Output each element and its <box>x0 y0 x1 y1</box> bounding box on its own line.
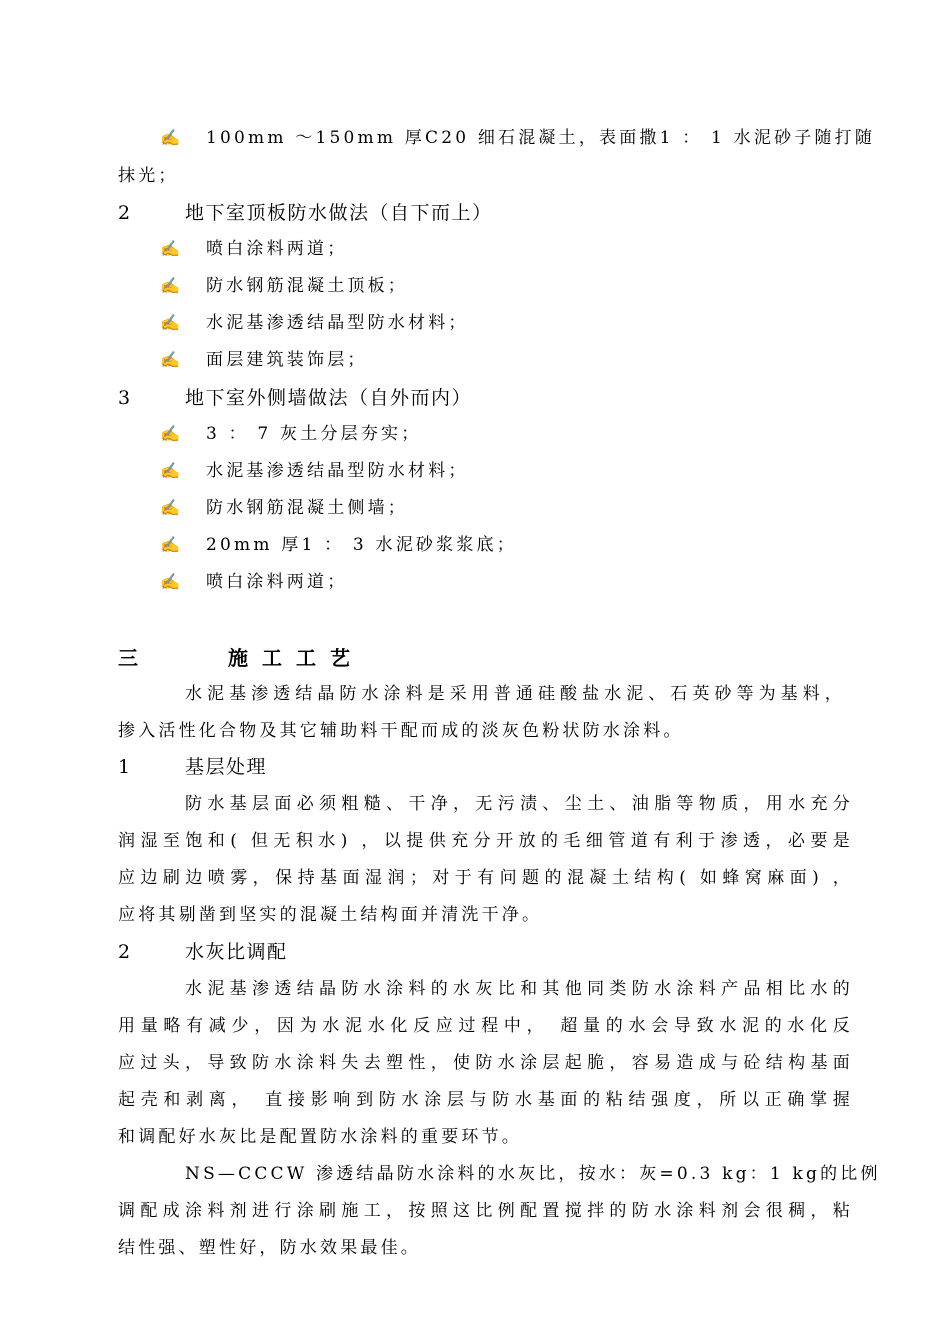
section-heading: 地下室外侧墙做法（自外而内） <box>185 387 473 409</box>
list-item: 防水钢筋混凝土侧墙； <box>206 498 408 518</box>
list-item: 3 ： 7 灰土分层夯实； <box>206 424 422 444</box>
chapter-number: 三 <box>118 646 138 670</box>
paragraph-line: 防水基层面必须粗糙、干净，无污渍、尘土、油脂等物质，用水充分 <box>185 794 853 814</box>
paragraph-line: 水泥基渗透结晶防水涂料的水灰比和其他同类防水涂料产品相比水的 <box>185 979 853 999</box>
subsection-number: 1 <box>118 756 131 778</box>
pen-bullet-icon: ✍ <box>160 313 180 332</box>
pen-bullet-icon: ✍ <box>160 535 180 554</box>
list-item: 20mm 厚1 ： 3 水泥砂浆浆底； <box>206 535 517 555</box>
paragraph-line: 调配成涂料剂进行涂刷施工，按照这比例配置搅拌的防水涂料剂会很稠，粘 <box>118 1201 853 1221</box>
pen-bullet-icon: ✍ <box>160 424 180 443</box>
pen-bullet-icon: ✍ <box>160 350 180 369</box>
paragraph-line: 掺入活性化合物及其它辅助料干配而成的淡灰色粉状防水涂料。 <box>118 721 684 741</box>
pen-bullet-icon: ✍ <box>160 498 180 517</box>
paragraph-line: 应将其剔凿到坚实的混凝土结构面并清洗干净。 <box>118 905 543 925</box>
pen-bullet-icon: ✍ <box>160 239 180 258</box>
list-item: 水泥基渗透结晶型防水材料； <box>206 313 469 333</box>
chapter-title: 施工工艺 <box>228 646 364 670</box>
text-line: 100mm ～150mm 厚C20 细石混凝土，表面撒1 ： 1 水泥砂子随打随 <box>206 128 876 148</box>
pen-bullet-icon: ✍ <box>160 128 180 147</box>
paragraph-line: 起壳和剥离， 直接影响到防水涂层与防水基面的粘结强度，所以正确掌握 <box>118 1090 853 1110</box>
paragraph-line: 结性强、塑性好，防水效果最佳。 <box>118 1238 421 1258</box>
paragraph-line: 应边刷边喷雾，保持基面湿润；对于有问题的混凝土结构( 如蜂窝麻面) ， <box>118 868 853 888</box>
list-item: 喷白涂料两道； <box>206 239 348 259</box>
list-item: 水泥基渗透结晶型防水材料； <box>206 461 469 481</box>
list-item: 面层建筑装饰层； <box>206 350 368 370</box>
paragraph-line: NS—CCCW 渗透结晶防水涂料的水灰比，按水：灰=0.3 kg：1 kg的比例 <box>185 1164 881 1184</box>
section-heading: 地下室顶板防水做法（自下而上） <box>185 202 493 224</box>
subsection-heading: 水灰比调配 <box>185 941 288 963</box>
paragraph-line: 水泥基渗透结晶防水涂料是采用普通硅酸盐水泥、石英砂等为基料， <box>185 684 845 704</box>
paragraph-line: 和调配好水灰比是配置防水涂料的重要环节。 <box>118 1127 522 1147</box>
paragraph-line: 应过头，导致防水涂料失去塑性，使防水涂层起脆，容易造成与砼结构基面 <box>118 1053 853 1073</box>
section-number: 3 <box>118 387 131 409</box>
subsection-heading: 基层处理 <box>185 756 268 778</box>
list-item: 喷白涂料两道； <box>206 572 348 592</box>
section-number: 2 <box>118 202 131 224</box>
pen-bullet-icon: ✍ <box>160 461 180 480</box>
list-item: 防水钢筋混凝土顶板； <box>206 276 408 296</box>
subsection-number: 2 <box>118 941 131 963</box>
pen-bullet-icon: ✍ <box>160 276 180 295</box>
pen-bullet-icon: ✍ <box>160 572 180 591</box>
text-line: 抹光； <box>118 166 179 186</box>
paragraph-line: 用量略有减少，因为水泥水化反应过程中， 超量的水会导致水泥的水化反 <box>118 1016 853 1036</box>
paragraph-line: 润湿至饱和( 但无积水) ，以提供充分开放的毛细管道有利于渗透，必要是 <box>118 831 853 851</box>
